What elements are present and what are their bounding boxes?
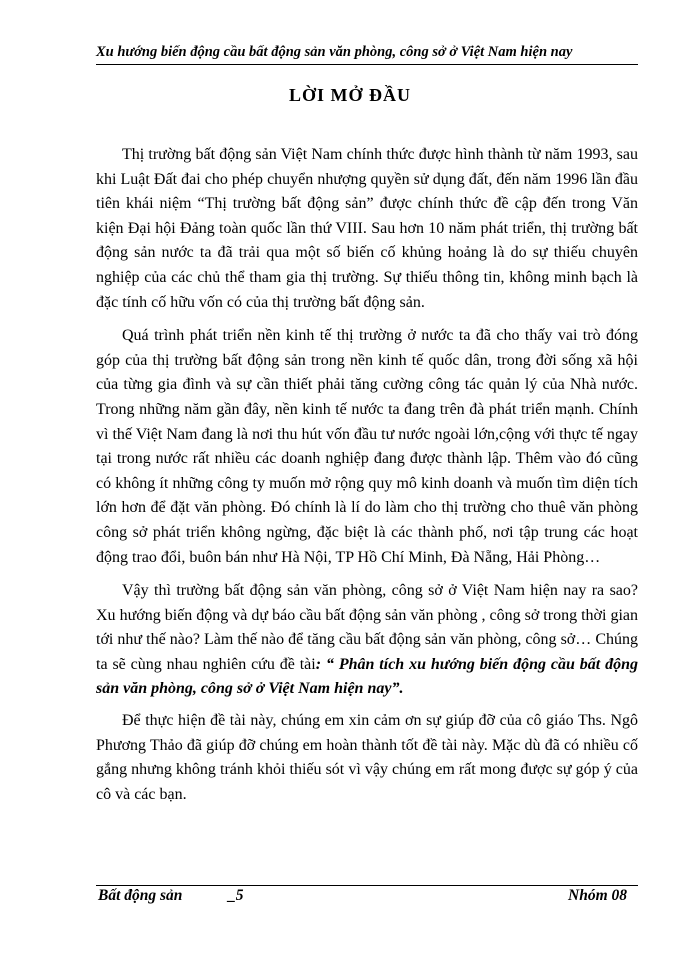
paragraph-3-text: Vậy thì trường bất động sản văn phòng, công sở ở Việt Nam hiện nay ra sao? Xu hướng biến động và dự báo cầu bất động sản văn phòng , công sở trong thời gian tới như thế nào? Làm thế nào để tăng cầu bất động sản văn phòng, công sở… Chúng ta sẽ cùng nhau nghiên cứu đề tài (96, 582, 638, 673)
footer-rule (96, 885, 638, 886)
page-number: _5 (228, 887, 244, 904)
header-rule (96, 64, 638, 65)
page-title: LỜI MỞ ĐẦU (289, 85, 411, 105)
document-body (96, 143, 638, 818)
paragraph-1: Thị trường bất động sản Việt Nam chính thức được hình thành từ năm 1993, sau khi Luật Đất đai cho phép chuyển nhượng quyền sử dụng đất, đến năm 1996 lần đầu tiên khái niệm “Thị trường bất động sản” được chính thức đề cập đến trong Văn kiện Đại hội Đảng toàn quốc lần thứ VIII. Sau hơn 10 năm phát triển, thị trường bất động sản nước ta đã trải qua một số biến cố khủng hoảng là do sự thiếu chuyên nghiệp của các chủ thể tham gia thị trường. Sự thiếu thông tin, không minh bạch là đặc tính cố hữu vốn có của thị trường bất động sản. (96, 146, 638, 311)
paragraph-2: Quá trình phát triển nền kinh tế thị trường ở nước ta đã cho thấy vai trò đóng góp của thị trường bất động sản trong nền kinh tế quốc dân, trong đời sống xã hội của từng gia đình và sự cần thiết phải tăng cường công tác quản lý của Nhà nước. Trong những năm gần đây, nền kinh tế nước ta đang trên đà phát triển mạnh. Chính vì thế Việt Nam đang là nơi thu hút vốn đầu tư nước ngoài lớn,cộng với thực tế ngay tại trong nước rất nhiều các doanh nghiệp đang được thành lập. Thêm vào đó cũng có không ít những công ty muốn mở rộng quy mô kinh doanh và muốn tìm diện tích lớn hơn để đặt văn phòng. Đó chính là lí do làm cho thị trường cho thuê văn phòng công sở phát triển không ngừng, đặc biệt là các thành phố, nơi tập trung các hoạt động trao đổi, buôn bán như Hà Nội, TP Hồ Chí Minh, Đà Nẵng, Hải Phòng… (96, 327, 638, 566)
running-header: Xu hướng biến động cầu bất động sản văn phòng, công sở ở Việt Nam hiện nay (96, 44, 573, 60)
paragraph-3 (96, 579, 638, 702)
paragraph-4: Để thực hiện đề tài này, chúng em xin cảm ơn sự giúp đỡ của cô giáo Ths. Ngô Phương Thảo đã giúp đỡ chúng em hoàn thành tốt đề tài này. Mặc dù đã có nhiều cố gắng nhưng không tránh khỏi thiếu sót vì vậy chúng em rất mong được sự góp ý của cô và các bạn. (96, 712, 638, 803)
footer-subject: Bất động sản (98, 887, 183, 904)
research-topic: : “ Phân tích xu hướng biến động cầu bất động sản văn phòng, công sở ở Việt Nam hiện nay”. (96, 655, 638, 698)
footer-group: Nhóm 08 (568, 887, 627, 904)
